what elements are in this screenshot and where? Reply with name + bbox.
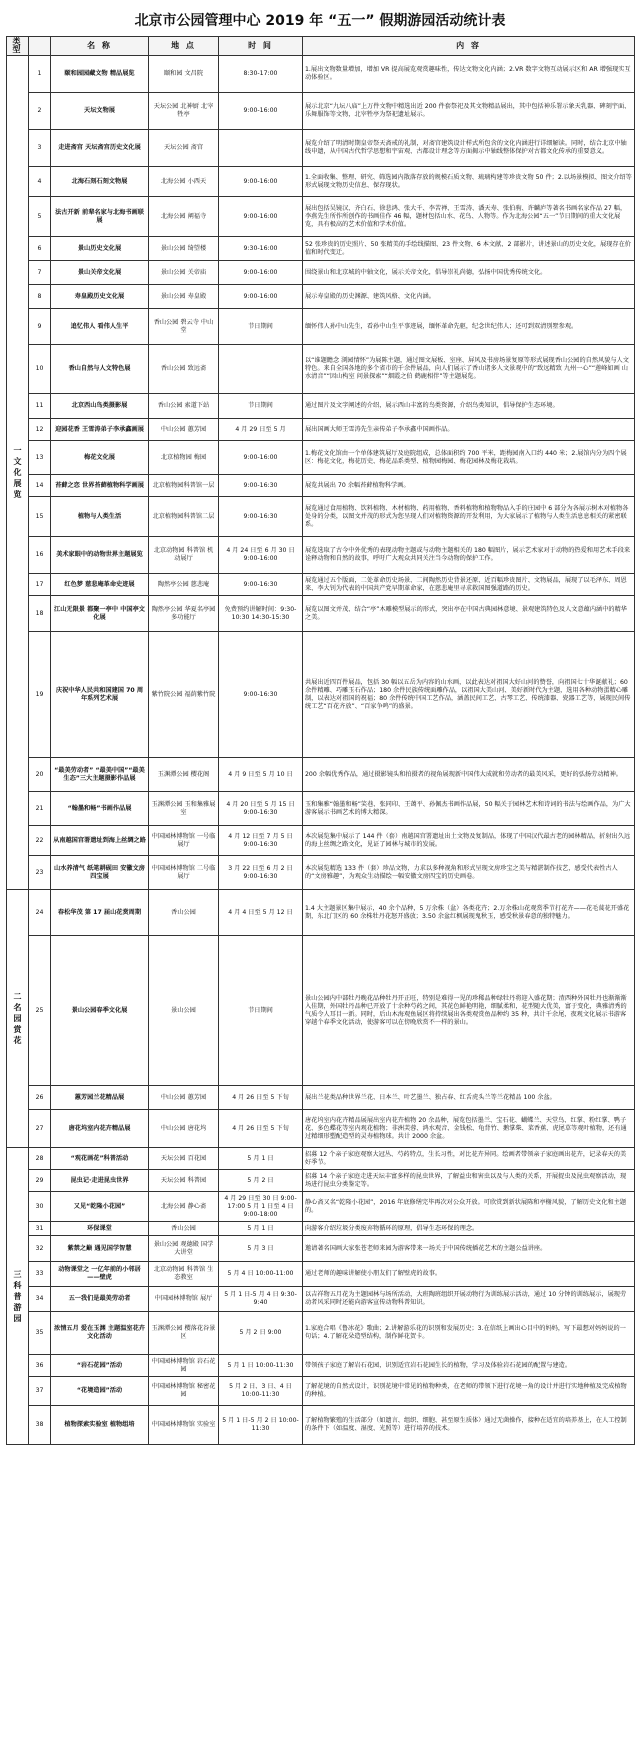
activity-name: 从南越国宫署遗址到海上丝绸之路 xyxy=(51,826,149,856)
row-number: 11 xyxy=(29,394,51,419)
activity-place: 玉渊潭公园 玉和集雅展室 xyxy=(149,792,219,826)
table-row xyxy=(7,758,635,792)
activity-name: 蕙芳园兰花精品展 xyxy=(51,1086,149,1110)
activity-time: 9:00-16:00 xyxy=(219,441,303,475)
activity-content: 展览共展出 70 余幅苔藓植物科学画。 xyxy=(303,475,635,497)
activity-place: 北京植物园科普馆二层 xyxy=(149,497,219,537)
activity-content: 1.家庭合唱《鲁冰花》歌曲；2.讲解游乐花的识别和发展历史；3.在信纸上画出心目中的妈妈，写下最想对妈妈说的一句话；4.了解花朵造型结构，制作鲜花贺卡。 xyxy=(303,1312,635,1355)
activity-time: 9:00-16:00 xyxy=(219,261,303,285)
activity-time: 9:00-16:00 xyxy=(219,167,303,197)
activity-name: “花境造园”活动 xyxy=(51,1377,149,1406)
row-number: 31 xyxy=(29,1222,51,1236)
table-row xyxy=(7,1355,635,1377)
activity-time: 4 月 26 日至 5 下旬 xyxy=(219,1086,303,1110)
activity-name: 寿皇殿历史文化展 xyxy=(51,285,149,309)
activity-time xyxy=(219,130,303,167)
row-number: 6 xyxy=(29,237,51,261)
activity-name: 追忆伟人 看伟人生平 xyxy=(51,309,149,345)
activity-content: 展出包括吴镜汉、齐白石、徐悲鸿、张大千、李苦禅、王雪涛、潘天寿、张伯驹、许麟庐等著名书画名家作品 27 幅，李燕先生所作所创作的书画佳作 46 幅，题材包括山水、花鸟、人物等。作为北海公园“五一”节日期间的重大文化展览，具有极高的艺术价值和学术价值。 xyxy=(303,197,635,237)
table-row xyxy=(7,167,635,197)
page-title: 北京市公园管理中心 2019 年 “五一” 假期游园活动统计表 xyxy=(134,13,506,29)
row-number: 26 xyxy=(29,1086,51,1110)
table-row xyxy=(7,632,635,758)
activity-time: 5 月 1 日 10:00-11:30 xyxy=(219,1355,303,1377)
activity-place: 玉渊潭公园 樱落花谷景区 xyxy=(149,1312,219,1355)
activity-content: 招募 14 个亲子家庭走进天坛丰富多样的昆虫世界，了解益虫和害虫以及与人类的关系，开展捉虫及昆虫观察活动，现场进行昆虫分类鉴定等。 xyxy=(303,1170,635,1192)
activity-place: 中国园林博物馆 实验室 xyxy=(149,1406,219,1445)
activity-place: 香山公园 碧云寺 中山堂 xyxy=(149,309,219,345)
table-row xyxy=(7,1170,635,1192)
row-number: 18 xyxy=(29,596,51,632)
activity-place: 中山公园 唐花坞 xyxy=(149,1110,219,1148)
activity-time: 4 月 26 日至 5 下旬 xyxy=(219,1110,303,1148)
row-number: 32 xyxy=(29,1236,51,1262)
category-cell: 一 文 化 展 览 xyxy=(7,56,29,890)
activity-name: 景山公园春季文化展 xyxy=(51,936,149,1086)
activity-place: 中山公园 蕙芳园 xyxy=(149,1086,219,1110)
row-number: 38 xyxy=(29,1406,51,1445)
activity-time: 免费预约讲解时间：9:30-10:30 14:30-15:30 xyxy=(219,596,303,632)
activity-name: 美术家眼中的动物世界主题展览 xyxy=(51,537,149,574)
row-number: 30 xyxy=(29,1192,51,1222)
activity-time: 5 月 1 日 xyxy=(219,1222,303,1236)
table-row xyxy=(7,1377,635,1406)
table-row xyxy=(7,261,635,285)
activity-time: 4 月 4 日至 5 月 12 日 xyxy=(219,890,303,936)
activity-place: 中国园林博物馆 一号临展厅 xyxy=(149,826,219,856)
activity-time: 9:00-16:30 xyxy=(219,475,303,497)
header-content: 内 容 xyxy=(303,37,635,56)
activity-time: 5 月 4 日 10:00-11:00 xyxy=(219,1262,303,1287)
activity-name: “岩石花园”活动 xyxy=(51,1355,149,1377)
row-number: 4 xyxy=(29,167,51,197)
row-number: 20 xyxy=(29,758,51,792)
activity-place: 景山公园 寿皇殿 xyxy=(149,285,219,309)
activity-content: 本次展览集中展示了 144 件（套）南越国宫署遗址出土文物及复制品，体现了中国汉代最古老的园林精品，折射出久远的海上丝绸之路文化，见证了园林与城市的发展。 xyxy=(303,826,635,856)
activity-place: 天坛公园 百花园 xyxy=(149,1148,219,1170)
row-number: 36 xyxy=(29,1355,51,1377)
activity-content: 1.全面收集、整理、研究、筛选园内散落存放的规模石质文物、琉璃构建等珍贵文物 50 件；2.以场景模拟、图文介绍等形式展现文物历史信息、保存现状。 xyxy=(303,167,635,197)
activity-name: 环保课堂 xyxy=(51,1222,149,1236)
row-number: 1 xyxy=(29,56,51,93)
activity-place: 北海公园 阐福寺 xyxy=(149,197,219,237)
activity-content: 52 张珍贵的历史照片、50 张精美的手绘线描图、23 件文物、6 本文献、2 部影片，讲述景山的历史文化，展现存在价值和时代变迁。 xyxy=(303,237,635,261)
activity-content: 1.梅花文化馆由一个单体建筑展厅及庭院组成，总体面积约 700 平米，距梅园南入口约 440 米；2.展馆内分为四个展区：梅花文化，梅花历史、梅花品系类型、植物园梅园、梅花园林及梅花栽培。 xyxy=(303,441,635,475)
activity-time: 3 月 22 日至 6 月 2 日 9:00-16:30 xyxy=(219,856,303,890)
table-row xyxy=(7,475,635,497)
activity-place: 天坛公园 北神厨 北宰牲亭 xyxy=(149,93,219,130)
activity-time: 5 月 1 日-5 月 2 日 10:00-11:30 xyxy=(219,1406,303,1445)
row-number: 22 xyxy=(29,826,51,856)
activity-content: 展览选取了古今中外优秀的表现动物主题或与动物主题相关的 180 幅图片，展示艺术家对于动物的热爱和用艺术手段来诠释动物和自然的故事，呼吁广大观众共同关注当今动物的保护工作。 xyxy=(303,537,635,574)
table-row xyxy=(7,890,635,936)
activity-content: 缅怀伟人孙中山先生，看孙中山生平事迹展，缅怀革命先驱，纪念世纪伟人；还可到双清别墅参观。 xyxy=(303,309,635,345)
activity-time: 4 月 29 日至 30 日 9:00-17:00 5 月 1 日至 4 日 9:00-18:00 xyxy=(219,1192,303,1222)
table-row xyxy=(7,93,635,130)
activity-time: 9:00-16:00 xyxy=(219,197,303,237)
activity-content: 静心斋又名“乾隆小花园”，2016 年底修缮完毕再次对公众开放。可欣赏到新状展陈和亭榭风貌，了解历史文化和主题的。 xyxy=(303,1192,635,1222)
table-row xyxy=(7,1192,635,1222)
activity-time: 节日期间 xyxy=(219,936,303,1086)
header-name: 名 称 xyxy=(51,37,149,56)
activity-name: “最美劳动者” “最美中国”“最美生态”三大主题摄影作品展 xyxy=(51,758,149,792)
activity-place: 北京植物园科普馆一层 xyxy=(149,475,219,497)
activity-name: 紫禁之巅 遇见国学智慧 xyxy=(51,1236,149,1262)
activity-place: 中国园林博物馆 二号临展厅 xyxy=(149,856,219,890)
activity-name: 颐和园园藏文物 精品展览 xyxy=(51,56,149,93)
activity-time: 4 月 20 日至 5 月 15 日 9:00-16:30 xyxy=(219,792,303,826)
row-number: 14 xyxy=(29,475,51,497)
activity-name: 山水养清气 纸笔耕砚田 安徽文房四宝展 xyxy=(51,856,149,890)
table-row xyxy=(7,497,635,537)
activity-place: 北京动物园 科普馆 生态教室 xyxy=(149,1262,219,1287)
table-row xyxy=(7,1110,635,1148)
table-row xyxy=(7,197,635,237)
table-row xyxy=(7,596,635,632)
activity-name: 香山自然与人文特色展 xyxy=(51,345,149,394)
activity-table xyxy=(6,36,635,1445)
activity-content: 通过图片及文字阐述的介绍，展示西山丰富的鸟类资源，介绍鸟类知识，倡导保护生态环境。 xyxy=(303,394,635,419)
table-row xyxy=(7,1287,635,1312)
activity-content: 展览通过五个版面，二处革命历史场景、二间陶然历史背景还原、近百幅珍贵图片、文物展品，展现了以毛泽东、周恩来、李大钊为代表的中国共产党早期革命家，在慈悲庵里寻求救国图强道路的历史。 xyxy=(303,574,635,596)
table-row xyxy=(7,1086,635,1110)
activity-time: 9:00-16:30 xyxy=(219,574,303,596)
activity-name: 法古开新 前辈名家与北海书画联展 xyxy=(51,197,149,237)
activity-place: 北京动物园 科普馆 机动展厅 xyxy=(149,537,219,574)
table-row xyxy=(7,1222,635,1236)
activity-content: 了解植物繁殖的生活部分（如遗言、组织、细胞、甚至原生质体）通过无菌操作，接种在适宜的培养基上，在人工控制的条件下（如温度、湿度、光照等）进行培养的技术。 xyxy=(303,1406,635,1445)
row-number: 27 xyxy=(29,1110,51,1148)
activity-name: “观花画花”科普活动 xyxy=(51,1148,149,1170)
table-row xyxy=(7,826,635,856)
activity-name: 走进斋宫 天坛斋宫历史文化展 xyxy=(51,130,149,167)
header-seq xyxy=(29,37,51,56)
row-number: 16 xyxy=(29,537,51,574)
row-number: 21 xyxy=(29,792,51,826)
table-row xyxy=(7,1312,635,1355)
activity-place: 香山公园 xyxy=(149,890,219,936)
activity-time: 4 月 9 日至 5 月 10 日 xyxy=(219,758,303,792)
activity-name: 春松华茂 第 17 届山花赏周期 xyxy=(51,890,149,936)
activity-time: 5 月 2 日 9:00 xyxy=(219,1312,303,1355)
activity-content: 共展出近四百件展品，包括 30 幅以五岳为内容的山水画，以此表达对祖国大好山河的赞誉，向祖国七十华诞献礼；60 余件精雕、巧雕玉石作品；180 余件民族传统面雕作品，以祖国大美山河、美好新时代为主题，选用各种动物蛋精心雕制，以表达对祖国的祝福；80 余件传统中国工艺作品，涵盖民间工艺、古琴工艺、传统漆器、瓷器工艺等，展现民间传统工艺“百花齐放”、“百家争鸣”的盛景。 xyxy=(303,632,635,758)
activity-place: 中国园林博物馆 展厅 xyxy=(149,1287,219,1312)
table-row xyxy=(7,419,635,441)
header-type: 类 型 xyxy=(7,37,29,56)
activity-name: 又见“乾隆小花园” xyxy=(51,1192,149,1222)
table-row xyxy=(7,1236,635,1262)
row-number: 9 xyxy=(29,309,51,345)
activity-time: 5 月 3 日 xyxy=(219,1236,303,1262)
activity-name: 江山无限景 都聚一亭中 中国亭文化展 xyxy=(51,596,149,632)
activity-content: 以吉祥物五月花为主题园林与场所活动，大班陶班组织开展动物行为训练展示活动，通过 10 分钟的训练展示，展现劳动者风采同时还能向游客宣传动物科普知识。 xyxy=(303,1287,635,1312)
row-number: 3 xyxy=(29,130,51,167)
activity-time: 4 月 29 日至 5 月 xyxy=(219,419,303,441)
activity-name: 景山历史文化展 xyxy=(51,237,149,261)
table-header-row xyxy=(7,37,635,56)
activity-place: 中山公园 蕙芳园 xyxy=(149,419,219,441)
activity-time: 9:00-16:00 xyxy=(219,285,303,309)
activity-content: 展览以图文并茂、结合“亭”木雕模型展示的形式，突出亭在中国古典园林意境、景观建筑特色及人文意蕴内涵中的精华之美。 xyxy=(303,596,635,632)
row-number: 28 xyxy=(29,1148,51,1170)
activity-name: 昆虫记·走进昆虫世界 xyxy=(51,1170,149,1192)
activity-time: 9:00-16:00 xyxy=(219,93,303,130)
row-number: 24 xyxy=(29,890,51,936)
row-number: 34 xyxy=(29,1287,51,1312)
activity-name: 迎园花香 王雪涛弟子李承鑫画展 xyxy=(51,419,149,441)
row-number: 5 xyxy=(29,197,51,237)
row-number: 13 xyxy=(29,441,51,475)
activity-time: 4 月 24 日至 6 月 30 日 9:00-16:00 xyxy=(219,537,303,574)
table-row xyxy=(7,237,635,261)
activity-name: 梅花文化展 xyxy=(51,441,149,475)
table-row xyxy=(7,285,635,309)
table-row xyxy=(7,56,635,93)
activity-place: 天坛公园 斋宫 xyxy=(149,130,219,167)
activity-content: 围绕景山和北京城的中轴文化，展示关帝文化，倡导崇礼尚德，弘扬中国优秀传统文化。 xyxy=(303,261,635,285)
activity-time: 9:30-16:00 xyxy=(219,237,303,261)
activity-time: 9:00-16:30 xyxy=(219,632,303,758)
activity-name: “翰墨和畅”书画作品展 xyxy=(51,792,149,826)
activity-name: 北京西山鸟类摄影展 xyxy=(51,394,149,419)
row-number: 37 xyxy=(29,1377,51,1406)
activity-time: 8:30-17:00 xyxy=(219,56,303,93)
table-row xyxy=(7,1262,635,1287)
activity-content: 景山公园内中部牡丹晚花品种牡丹开正旺，特别是难得一见的珍稀品种绿牡丹将迎入盛花期；渣西种外国牡丹也渐渐渐入佳期，外国牡丹品种已开放了十余种芍药之间，其花色鲜艳明艳，细腻柔和，花型随大优美，富于变化，典雅清秀的气质令人耳目一新。同时，后山木海观鱼展区将持续展出各类观赏鱼品种约 35 种，共计千余尾，夜观文化展示书游客穿越个春季文化活动，使游客可以在傍晚欣赏不一样的景山。 xyxy=(303,936,635,1086)
row-number: 35 xyxy=(29,1312,51,1355)
row-number: 33 xyxy=(29,1262,51,1287)
activity-content: 200 余幅优秀作品，通过摄影镜头和拍摄者的视角展现新中国伟大成就和劳动者的最美风采，更好的弘扬劳动精神。 xyxy=(303,758,635,792)
table-row xyxy=(7,574,635,596)
activity-name: 天坛文物展 xyxy=(51,93,149,130)
activity-place: 颐和园 文昌院 xyxy=(149,56,219,93)
table-row xyxy=(7,1148,635,1170)
activity-name: 唐花坞室内花卉精品展 xyxy=(51,1110,149,1148)
activity-name: 苔藓之恋 世界苔藓植物科学画展 xyxy=(51,475,149,497)
activity-place: 玉渊潭公园 樱花阁 xyxy=(149,758,219,792)
activity-content: 带领孩子家庭了解岩石花园，识别适宜岩石花园生长的植物，学习及体验岩石花园的配置与建造。 xyxy=(303,1355,635,1377)
activity-place: 紫竹院公园 福荫紫竹院 xyxy=(149,632,219,758)
row-number: 7 xyxy=(29,261,51,285)
activity-time xyxy=(219,345,303,394)
table-row xyxy=(7,936,635,1086)
activity-content: 招募 12 个亲子家庭观察大冠丛、芍药特点，生长习性，对比花卉异同。绘画者带领亲子家庭画出花卉，记录春天的美好季节。 xyxy=(303,1148,635,1170)
activity-content: 展示北京“九坛八庙”上万件文物中精选出近 200 件套祭祀及其文物精品展出，其中包括神乐署示象天乳器、碑刻宇面、乐舞服饰等文物，北宰牲亭为祭祀遗址展示。 xyxy=(303,93,635,130)
table-row xyxy=(7,309,635,345)
row-number: 8 xyxy=(29,285,51,309)
row-number: 12 xyxy=(29,419,51,441)
activity-name: 动物课堂之 一亿年前的小邻居——壁虎 xyxy=(51,1262,149,1287)
activity-content: 通过老师的趣味讲解使小朋友们了解壁虎的故事。 xyxy=(303,1262,635,1287)
activity-name: 景山关帝文化展 xyxy=(51,261,149,285)
row-number: 10 xyxy=(29,345,51,394)
activity-time: 节日期间 xyxy=(219,394,303,419)
table-row xyxy=(7,130,635,167)
activity-place: 中国园林博物馆 秘密花园 xyxy=(149,1377,219,1406)
activity-place: 北海公园 静心斋 xyxy=(149,1192,219,1222)
row-number: 15 xyxy=(29,497,51,537)
header-time: 时 间 xyxy=(219,37,303,56)
activity-time: 5 月 1 日 xyxy=(219,1148,303,1170)
table-row xyxy=(7,792,635,826)
activity-place: 香山公园 xyxy=(149,1222,219,1236)
activity-place: 景山公园 绮望楼 xyxy=(149,237,219,261)
activity-content: 向游客介绍垃圾分类废弃物循环的原理，倡导生态环保的理念。 xyxy=(303,1222,635,1236)
row-number: 23 xyxy=(29,856,51,890)
row-number: 17 xyxy=(29,574,51,596)
activity-place: 中国园林博物馆 岩石花园 xyxy=(149,1355,219,1377)
activity-place: 陶然亭公园 华夏名亭园 多功能厅 xyxy=(149,596,219,632)
activity-content: 唐花坞室内花卉精品展展出室内花卉植物 20 余品种，展览包括墨兰、宝石花、蝴蝶兰、天堂鸟、红掌、粉红掌、鸭子花、多色蝶花等室内观花植物；非洲芙蓉、鸿水观音、金钱松、龟背竹、鹅掌柴、菜香蕉、虎尾草等观叶植物，还有通过精细形塑配造型的灵寿植物球。共计 2000 余盆。 xyxy=(303,1110,635,1148)
activity-content: 展出国画大师王雪涛先生亲传弟子李承鑫中国画作品。 xyxy=(303,419,635,441)
activity-name: 庆祝中华人民共和国建国 70 周年系列艺术展 xyxy=(51,632,149,758)
row-number: 2 xyxy=(29,93,51,130)
activity-place: 景山公园 xyxy=(149,936,219,1086)
activity-content: 邀请著名国画大家张苍老师来园为游客带来一场关于中国传统插花艺术的主题公益讲座。 xyxy=(303,1236,635,1262)
row-number: 29 xyxy=(29,1170,51,1192)
activity-place: 陶然亭公园 慈悲庵 xyxy=(149,574,219,596)
activity-content: 玉和集雅“翰墨和畅”笑巷、张同印、王蔼平、孙佩杰书画作品展，50 幅关于园林艺术和诗词的书法与绘画作品，为广大游客展示书画艺术的博大精深。 xyxy=(303,792,635,826)
table-row xyxy=(7,537,635,574)
activity-place: 北京植物园 梅园 xyxy=(149,441,219,475)
activity-place: 北海公园 小西天 xyxy=(149,167,219,197)
activity-place: 香山公园 致远斋 xyxy=(149,345,219,394)
activity-content: 展览通过食用植物、饮料植物、木材植物、药用植物、香料植物和植物物品入手的庄园中 6 部分为各展示树木对植物各处身的分类，以图文并茂的形式为您呈现人们对植物资源的开发利用，为大家展示了植物与人类生活息息相关的紧密联系。 xyxy=(303,497,635,537)
activity-time: 4 月 12 日至 7 月 5 日 9:00-16:30 xyxy=(219,826,303,856)
table-row xyxy=(7,441,635,475)
activity-content: 展示寿皇殿的历史渊源、建筑风格、文化内涵。 xyxy=(303,285,635,309)
activity-place: 天坛公园 科普园 xyxy=(149,1170,219,1192)
activity-content: 展出兰花类品种世界兰花、日本兰、叶艺墨兰、独占春、红舌虎头兰等兰花精品 100 余盆。 xyxy=(303,1086,635,1110)
activity-time: 5 月 2 日 xyxy=(219,1170,303,1192)
category-cell: 三 科 普 游 园 xyxy=(7,1148,29,1445)
activity-time: 5 月 2 日、3 日、4 日 10:00-11:30 xyxy=(219,1377,303,1406)
activity-content: 了解花境的自然式设计，识别花境中常见的植物种类，在老师的带领下进行花境一角的设计并进行实地种植及完成植物的种植。 xyxy=(303,1377,635,1406)
table-row xyxy=(7,345,635,394)
activity-content: 展览介绍了明清时期皇帝祭天斋戒的礼制，对斋宫建筑设计样式所包含的文化内涵进行详细解读。同时，结合北京中轴线申遗，从中国古代哲学思想和宇宙观、古都设计理念等方面揭示中轴线整体保护对古都文化传承的重要意义。 xyxy=(303,130,635,167)
table-row xyxy=(7,1406,635,1445)
activity-name: 植物探索实验室 植物组培 xyxy=(51,1406,149,1445)
activity-content: 1.4 大主题景区集中展示，40 余个品种，5 万余株（盆）各类花卉；2.万余株山花观赏季节打花卉——花毛茛花开盛花期，东北门区的 60 余株牡丹花怒开盛放；3.50 余盆红枫展现鬼秋玉，感受秋景春意的独特魅力。 xyxy=(303,890,635,936)
activity-name: 北海石刻石刻文物展 xyxy=(51,167,149,197)
activity-place: 景山公园 观德殿 国学大讲堂 xyxy=(149,1236,219,1262)
activity-place: 香山公园 索道下站 xyxy=(149,394,219,419)
row-number: 19 xyxy=(29,632,51,758)
activity-name: 五一我们是最美劳动者 xyxy=(51,1287,149,1312)
activity-time: 5 月 1 日-5 月 4 日 9:30-9:40 xyxy=(219,1287,303,1312)
activity-time: 9:00-16:30 xyxy=(219,497,303,537)
activity-name: 红色梦 慈悲庵革命史迹展 xyxy=(51,574,149,596)
activity-content: 本次展览精选 133 件（套）珍品文物，力求以多种视角和形式呈现文房珍宝之美与精湛制作技艺，感受代表性古人的“文房雅趣”，为观众生动描绘一幅安徽文房四宝的历史画卷。 xyxy=(303,856,635,890)
activity-place: 景山公园 关帝庙 xyxy=(149,261,219,285)
table-row xyxy=(7,394,635,419)
activity-content: 以“谁题瞻念 浏园情怀”为展陈主题，通过图文展板、室座、屏风及书房场景复原等形式展现香山公园的自然风貌与人文特色。来自全国各地的多个省市的千余件展品，向人们展示了香山诸多人文景观中的“致远精致 九州一心”“莲峰如画 山水清音”“因山构室 问景探索”“烟霞之伯 鹤鹿相伴”等主题展览。 xyxy=(303,345,635,394)
activity-name: 植物与人类生活 xyxy=(51,497,149,537)
category-cell: 二 名 园 赏 花 xyxy=(7,890,29,1148)
activity-name: 浓情五月 爱在玉渊 主题温室花卉文化活动 xyxy=(51,1312,149,1355)
activity-time: 节日期间 xyxy=(219,309,303,345)
row-number: 25 xyxy=(29,936,51,1086)
activity-content: 1.展出文物数量增加，增加 VR 提高展览观赏趣味性，传达文物文化内涵；2.VR 数字文物互动展示区和 AR 增强现实互动体验区。 xyxy=(303,56,635,93)
header-place: 地 点 xyxy=(149,37,219,56)
table-row xyxy=(7,856,635,890)
